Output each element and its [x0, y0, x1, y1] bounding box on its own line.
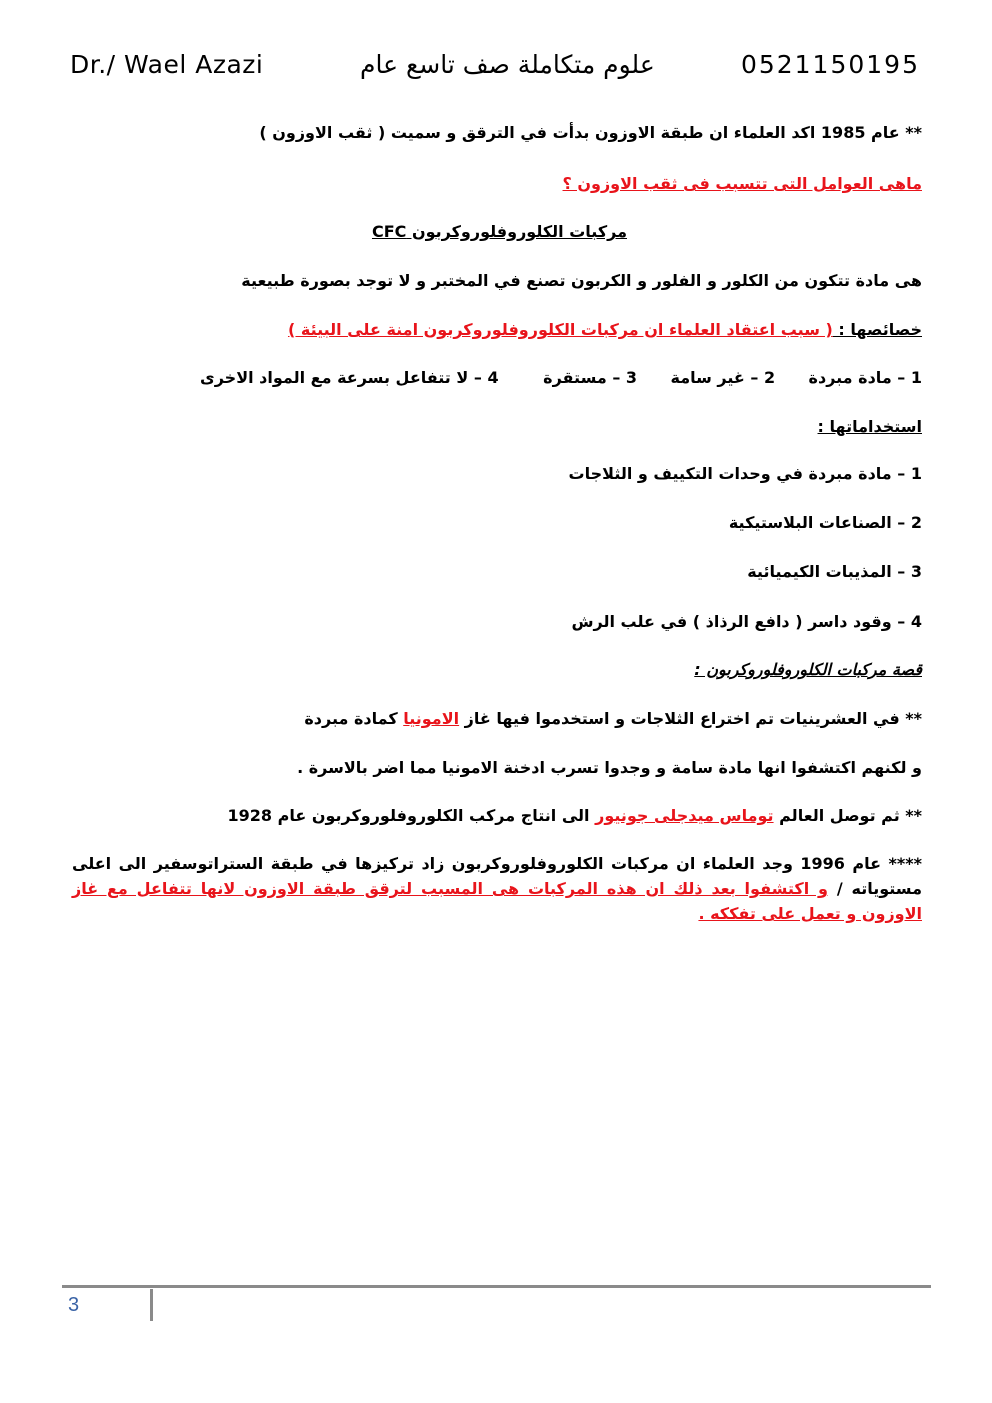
properties-note: ( سبب اعتقاد العلماء ان مركبات الكلوروفلوروكربون امنة على البيئة ) [287, 320, 833, 339]
story-line-1-a: ** في العشرينيات تم اختراع الثلاجات و استخدموا فيها غاز [459, 709, 922, 728]
use-item-3: 3 – المذيبات الكيميائية [747, 562, 922, 581]
question-heading: ماهى العوامل التى تتسبب فى ثقب الاوزون ؟ [562, 174, 922, 193]
story-line-1-c: كمادة مبردة [304, 709, 404, 728]
story-line-2: و لكنهم اكتشفوا انها مادة سامة و وجدوا تسرب ادخنة الامونيا مما اضر بالاسرة . [297, 758, 922, 777]
story-line-1 [304, 708, 922, 730]
uses-heading: استخداماتها : [817, 417, 922, 436]
page-number: 3 [68, 1294, 80, 1316]
cfc-definition: هى مادة تتكون من الكلور و الفلور و الكربون تصنع في المختبر و لا توجد بصورة طبيعية [241, 271, 922, 290]
use-item-4: 4 – وقود داسر ( دافع الرذاذ ) في علب الرش [571, 612, 922, 631]
footer-rule [62, 1285, 931, 1288]
intro-line: ** عام 1985 اكد العلماء ان طبقة الاوزون بدأت في الترقق و سميت ( ثقب الاوزون ) [259, 123, 922, 142]
header-author: Dr./ Wael Azazi [70, 50, 264, 79]
header-title: علوم متكاملة صف تاسع عام [360, 50, 655, 79]
use-item-1: 1 – مادة مبردة في وحدات التكييف و الثلاجات [568, 464, 922, 483]
scientist-name: توماس ميدجلى جونيور [595, 806, 774, 825]
para-1996-conclusion: و اكتشفوا بعد ذلك ان هذه المركبات هى المسبب لترقق طبقة الاوزون لانها تتفاعل مع غاز الاوزون و تعمل على تفككه . [72, 879, 922, 923]
cfc-heading: مركبات الكلوروفلوروكربون CFC [371, 222, 627, 241]
story-line-3 [227, 805, 922, 827]
story-line-3-a: ** ثم توصل العالم [773, 806, 922, 825]
story-paragraph-1996 [72, 851, 922, 926]
header-phone: 0521150195 [740, 50, 920, 79]
story-line-3-c: الى انتاج مركب الكلوروفلوروكربون عام 1928 [227, 806, 596, 825]
ammonia-highlight: الامونيا [403, 709, 460, 728]
use-item-2: 2 – الصناعات البلاستيكية [728, 513, 922, 532]
para-1996-a: **** عام 1996 وجد العلماء ان مركبات الكلوروفلوروكربون زاد تركيزها في طبقة الستراتوسفير الى اعلى مستوياته / [72, 854, 922, 898]
story-heading: قصة مركبات الكلوروفلوروكربون : [694, 660, 922, 679]
properties-label: خصائصها : [832, 320, 922, 339]
properties-line [288, 319, 922, 341]
footer-divider [150, 1289, 153, 1321]
properties-list: 1 – مادة مبردة 2 – غير سامة 3 – مستقرة 4 – لا تتفاعل بسرعة مع المواد الاخرى [200, 368, 922, 387]
